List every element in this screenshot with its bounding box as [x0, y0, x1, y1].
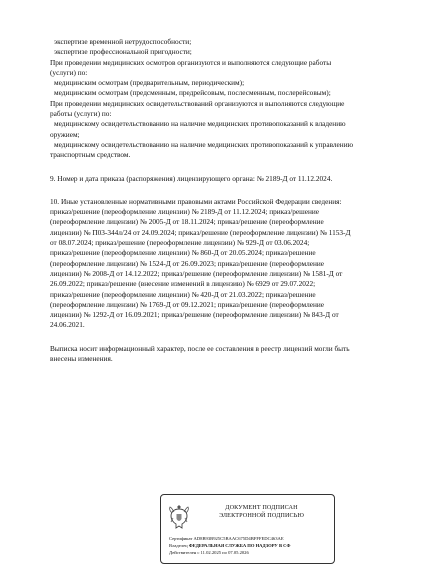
stamp-owner-row — [169, 542, 331, 549]
item-9: 9. Номер и дата приказа (распоряжения) лицензирующего органа: № 2189-Д от 11.12.2024. — [50, 173, 333, 183]
item-10-line: (переоформление лицензии) № 2005-Д от 18.11.2024; приказ/решение (переоформление — [50, 217, 324, 227]
item-10-line: лицензии) № П03-344л/24 от 24.09.2024; приказ/решение (переоформление лицензии) № 1153-Д — [50, 227, 351, 237]
stamp-certificate-label: Сертификат — [169, 536, 193, 541]
stamp-owner-value: ФЕДЕРАЛЬНАЯ СЛУЖБА ПО НАДЗОРУ В СФ — [188, 543, 291, 548]
item-10-line: (переоформление лицензии) № 1769-Д от 09.12.2021; приказ/решение (переоформление — [50, 299, 325, 309]
item-10-line: 26.09.2022; приказ/решение (внесение изменений в лицензию) № 6929 от 29.07.2022; — [50, 279, 316, 289]
item-10-line: лицензии) № 1292-Д от 16.09.2021; приказ/решение (переоформление лицензии) № 843-Д от — [50, 310, 339, 320]
body-line: При проведении медицинских осмотров организуются и выполняются следующие работы — [50, 57, 332, 67]
coat-of-arms-icon — [168, 503, 190, 531]
disclaimer-line: внесены изменения. — [50, 354, 113, 364]
item-10-line: приказ/решение (переоформление лицензии) № 860-Д от 20.05.2024; приказ/решение — [50, 248, 316, 258]
item-10-line: лицензии) № 2008-Д от 14.12.2022; приказ/решение (переоформление лицензии) № 1581-Д от — [50, 268, 343, 278]
stamp-certificate-value: AD8B93B925C5BAAC675D4BFFFEDC463AE — [193, 536, 284, 541]
stamp-title-line-1: ДОКУМЕНТ ПОДПИСАН — [225, 504, 298, 511]
electronic-signature-stamp — [160, 494, 335, 564]
stamp-title — [193, 504, 330, 520]
body-line: При проведении медицинских освидетельствований организуются и выполняются следующие — [50, 98, 345, 108]
stamp-owner-label: Владелец — [169, 543, 188, 548]
body-line: медицинскому освидетельствованию на наличие медицинских противопоказаний к управлению — [54, 139, 354, 149]
body-line: (услуги) по: — [50, 67, 88, 77]
item-10-line: от 08.07.2024; приказ/решение (переоформление лицензии) № 929-Д от 03.06.2024; — [50, 238, 310, 248]
body-line: медицинскому освидетельствованию на наличие медицинских противопоказаний к владению — [54, 119, 346, 129]
item-10-line: 24.06.2021. — [50, 320, 85, 330]
body-line: экспертизе временной нетрудоспособности; — [54, 37, 192, 46]
stamp-certificate-row — [169, 535, 331, 542]
disclaimer-line: Выписка носит информационный характер, после ее составления в реестр лицензий могли быть — [50, 343, 350, 353]
document-body — [50, 37, 390, 364]
item-10-heading: 10. Иные установленные нормативными правовыми актами Российской Федерации сведения: — [50, 196, 342, 206]
body-line: транспортным средством. — [50, 150, 131, 160]
body-line: работы (услуги) по: — [50, 109, 112, 119]
body-line: медицинским осмотрам (предварительным, периодическим); — [54, 78, 245, 88]
item-10-line: (переоформление лицензии) № 1524-Д от 26.09.2023; приказ/решение (переоформление — [50, 258, 325, 268]
body-line: медицинским осмотрам (предсменным, предрейсовым, послесменным, послерейсовым); — [54, 88, 331, 98]
item-10-line: приказ/решение (переоформление лицензии) № 420-Д от 21.03.2022; приказ/решение — [50, 289, 316, 299]
body-line: оружием; — [50, 129, 80, 139]
stamp-validity: Действителен с 11.02.2025 по 07.05.2026 — [169, 550, 249, 555]
body-line: экспертизе профессиональной пригодности; — [54, 47, 192, 57]
item-10-line: приказ/решение (переоформление лицензии) № 2189-Д от 11.12.2024; приказ/решение — [50, 207, 320, 217]
stamp-title-line-2: ЭЛЕКТРОННОЙ ПОДПИСЬЮ — [219, 512, 304, 519]
stamp-info — [169, 535, 331, 556]
